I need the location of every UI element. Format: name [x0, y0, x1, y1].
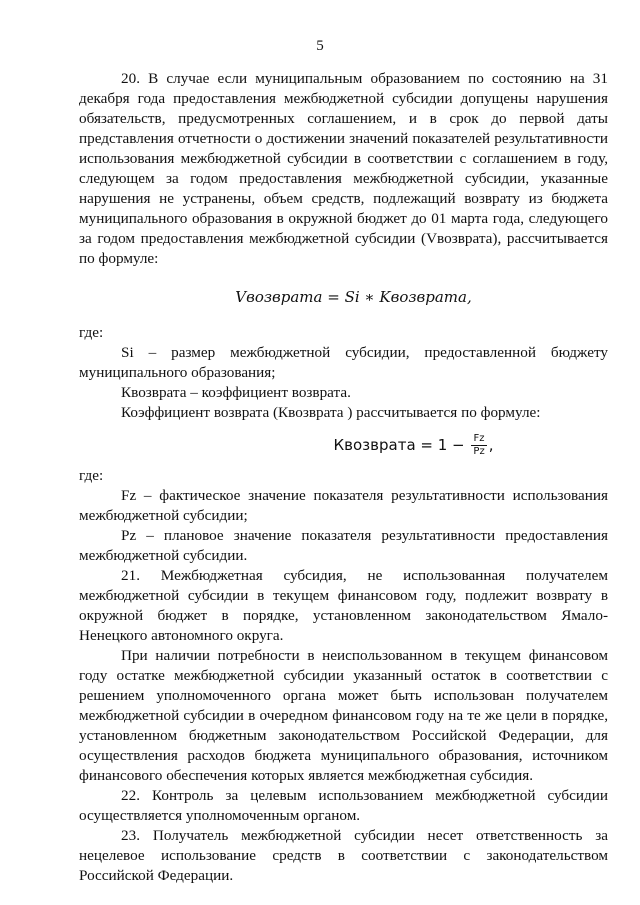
formula-lhs: Квозврата = 1 −: [333, 436, 465, 454]
paragraph-23: 23. Получатель межбюджетной субсидии несет ответственность за нецелевое использование средств в соответствии с законодательством Российской Федерации.: [79, 827, 608, 884]
paragraph-20: 20. В случае если муниципальным образованием по состоянию на 31 декабря года предоставления межбюджетной субсидии допущены нарушения обязательств, предусмотренных соглашением, и в срок до первой даты представления отчетности о достижении значений показателей результативности использования межбюджетной субсидии в соответствии с соглашением в году, следующем за годом предоставления межбюджетной субсидии, указанные нарушения не устранены, объем средств, подлежащий возврату из бюджета муниципального образования в окружной бюджет до 01 марта года, следующего за годом предоставления межбюджетной субсидии (Vвозврата), рассчитывается по формуле:: [79, 70, 608, 267]
page-number: 5: [316, 38, 324, 54]
pz-definition: Pz – плановое значение показателя результативности предоставления межбюджетной субсидии.: [79, 527, 608, 564]
formula-refund-amount: Vвозврата = Si ∗ Kвозврата,: [235, 288, 472, 306]
si-definition: Si – размер межбюджетной субсидии, предоставленной бюджету муниципального образования;: [79, 344, 608, 381]
k-definition: Квозврата – коэффициент возврата.: [121, 384, 351, 401]
k-formula-intro: Коэффициент возврата (Квозврата ) рассчитывается по формуле:: [121, 404, 541, 421]
paragraph-21-continued: При наличии потребности в неиспользованном в текущем финансовом году остатке межбюджетной субсидии указанный остаток в соответствии с решением уполномоченного органа может быть использован получателем межбюджетной субсидии в очередном финансовом году на те же цели в порядке, установленном бюджетным законодательством Российской Федерации, для осуществления расходов бюджета муниципального образования, источником финансового обеспечения которых является межбюджетная субсидия.: [79, 647, 608, 784]
document-body: [79, 69, 608, 886]
fraction-numerator: Fz: [471, 433, 486, 446]
where-label-2: где:: [79, 467, 104, 484]
paragraph-22: 22. Контроль за целевым использованием межбюджетной субсидии осуществляется уполномоченным органом.: [79, 787, 608, 824]
formula-tail: ,: [488, 436, 494, 454]
fz-definition: Fz – фактическое значение показателя результативности использования межбюджетной субсидии;: [79, 487, 608, 524]
paragraph-21: 21. Межбюджетная субсидия, не использованная получателем межбюджетной субсидии в текущем финансовом году, подлежит возврату в окружной бюджет в порядке, установленном законодательством Ямало-Ненецкого автономного округа.: [79, 567, 608, 644]
fraction-denominator: Pz: [473, 446, 485, 457]
where-label-1: где:: [79, 324, 104, 341]
formula-refund-coefficient: [79, 433, 608, 458]
formula-fraction: [471, 433, 486, 458]
